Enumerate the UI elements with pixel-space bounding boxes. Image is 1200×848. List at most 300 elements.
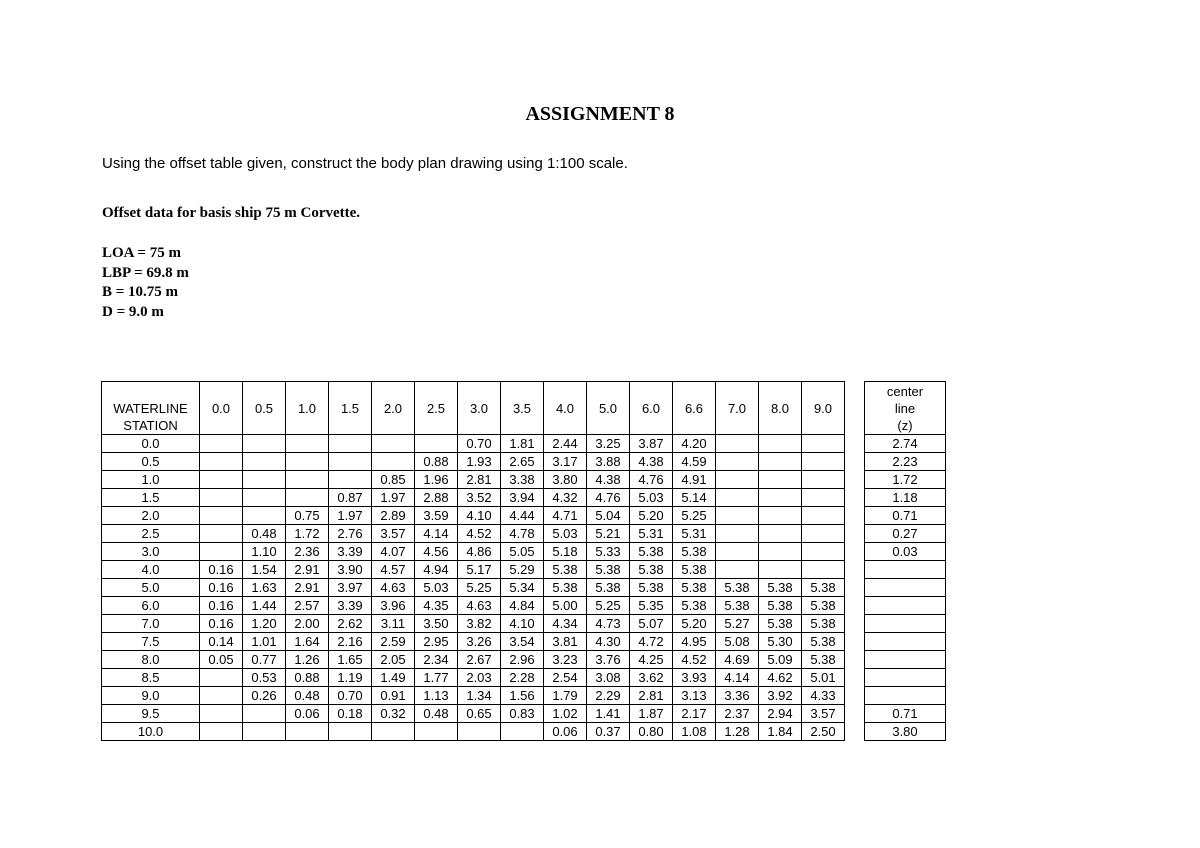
offset-cell: 0.48: [286, 687, 329, 705]
offset-cell: 5.38: [673, 597, 716, 615]
station-header: 3.5: [501, 382, 544, 435]
offset-cell: 5.38: [587, 561, 630, 579]
waterline-cell: 8.0: [102, 651, 200, 669]
waterline-cell: 1.5: [102, 489, 200, 507]
offset-cell: [802, 507, 845, 525]
offset-cell: 2.91: [286, 561, 329, 579]
offset-cell: 3.90: [329, 561, 372, 579]
offset-cell: 4.20: [673, 435, 716, 453]
offset-cell: 1.19: [329, 669, 372, 687]
offset-cell: 0.77: [243, 651, 286, 669]
offset-cell: 4.69: [716, 651, 759, 669]
table-row: [102, 525, 845, 543]
offset-cell: 3.57: [372, 525, 415, 543]
offset-cell: 1.97: [372, 489, 415, 507]
offset-cell: 1.01: [243, 633, 286, 651]
centerline-cell: 0.27: [865, 525, 946, 543]
offset-cell: 2.89: [372, 507, 415, 525]
offset-cell: [802, 489, 845, 507]
offset-cell: 4.76: [630, 471, 673, 489]
offset-cell: [759, 435, 802, 453]
offset-cell: 5.20: [673, 615, 716, 633]
offset-cell: 4.35: [415, 597, 458, 615]
centerline-cell: 0.03: [865, 543, 946, 561]
offset-cell: 2.28: [501, 669, 544, 687]
table-row: [102, 579, 845, 597]
centerline-cell: 1.18: [865, 489, 946, 507]
offset-cell: [243, 435, 286, 453]
centerline-header-line: center: [886, 383, 924, 399]
offset-cell: 1.44: [243, 597, 286, 615]
offset-cell: 4.63: [372, 579, 415, 597]
offset-cell: 1.41: [587, 705, 630, 723]
offset-cell: 0.91: [372, 687, 415, 705]
offset-cell: [200, 723, 243, 741]
offset-cell: [716, 453, 759, 471]
table-row: [102, 633, 845, 651]
offset-cell: 3.26: [458, 633, 501, 651]
offset-cell: 2.44: [544, 435, 587, 453]
centerline-row: [865, 561, 946, 579]
offset-cell: 0.65: [458, 705, 501, 723]
centerline-row: [865, 453, 946, 471]
offset-cell: 2.67: [458, 651, 501, 669]
offset-cell: 4.52: [673, 651, 716, 669]
offset-cell: 5.38: [716, 579, 759, 597]
offset-cell: 0.80: [630, 723, 673, 741]
station-header: 0.0: [200, 382, 243, 435]
offset-cell: 4.38: [630, 453, 673, 471]
offset-cell: 5.09: [759, 651, 802, 669]
offset-cell: 2.65: [501, 453, 544, 471]
offset-cell: 1.64: [286, 633, 329, 651]
offset-cell: 4.38: [587, 471, 630, 489]
offset-cell: [200, 453, 243, 471]
offset-cell: 3.13: [673, 687, 716, 705]
header-waterline-station: [102, 382, 200, 435]
station-header: 4.0: [544, 382, 587, 435]
offset-cell: 2.16: [329, 633, 372, 651]
offset-cell: 5.38: [802, 579, 845, 597]
offset-cell: 4.57: [372, 561, 415, 579]
offset-cell: 5.33: [587, 543, 630, 561]
table-row: [102, 471, 845, 489]
offset-cell: 4.34: [544, 615, 587, 633]
offset-cell: 5.38: [802, 651, 845, 669]
offset-cell: 0.75: [286, 507, 329, 525]
offset-cell: 0.53: [243, 669, 286, 687]
offset-cell: 4.59: [673, 453, 716, 471]
centerline-cell: [865, 561, 946, 579]
offset-cell: 5.00: [544, 597, 587, 615]
offset-cell: [200, 687, 243, 705]
offset-cell: 4.63: [458, 597, 501, 615]
offset-cell: [286, 471, 329, 489]
offset-cell: 1.97: [329, 507, 372, 525]
station-header: 9.0: [802, 382, 845, 435]
centerline-row: [865, 705, 946, 723]
offset-cell: 0.70: [458, 435, 501, 453]
offset-cell: 5.38: [759, 579, 802, 597]
offset-cell: 3.62: [630, 669, 673, 687]
offset-cell: 2.91: [286, 579, 329, 597]
offset-cell: [243, 453, 286, 471]
station-header: 7.0: [716, 382, 759, 435]
offset-cell: 4.33: [802, 687, 845, 705]
station-header: 0.5: [243, 382, 286, 435]
offset-cell: 1.79: [544, 687, 587, 705]
offset-cell: 5.03: [544, 525, 587, 543]
offset-cell: 1.20: [243, 615, 286, 633]
offset-cell: 5.03: [415, 579, 458, 597]
waterline-cell: 7.5: [102, 633, 200, 651]
offset-cell: 2.29: [587, 687, 630, 705]
offset-cell: 2.62: [329, 615, 372, 633]
offset-cell: [759, 453, 802, 471]
offset-cell: 3.59: [415, 507, 458, 525]
offset-cell: 1.77: [415, 669, 458, 687]
offset-cell: 5.05: [501, 543, 544, 561]
offset-cell: 5.38: [630, 579, 673, 597]
centerline-cell: 2.74: [865, 435, 946, 453]
offset-cell: 2.94: [759, 705, 802, 723]
centerline-row: [865, 525, 946, 543]
centerline-header-line: (z): [897, 417, 913, 433]
offset-cell: 5.14: [673, 489, 716, 507]
offset-cell: 4.84: [501, 597, 544, 615]
offset-data-heading: Offset data for basis ship 75 m Corvette.: [102, 205, 361, 221]
offset-cell: 5.38: [630, 543, 673, 561]
offset-cell: 3.54: [501, 633, 544, 651]
offset-cell: 3.57: [802, 705, 845, 723]
centerline-cell: [865, 597, 946, 615]
offset-cell: 5.38: [630, 561, 673, 579]
offset-cell: 3.36: [716, 687, 759, 705]
offset-cell: 4.30: [587, 633, 630, 651]
offset-cell: 2.88: [415, 489, 458, 507]
centerline-cell: 0.71: [865, 705, 946, 723]
centerline-table: [864, 381, 946, 741]
offset-cell: [200, 543, 243, 561]
offset-cell: 1.56: [501, 687, 544, 705]
waterline-cell: 9.0: [102, 687, 200, 705]
centerline-row: [865, 471, 946, 489]
offset-cell: [802, 453, 845, 471]
instruction-text: Using the offset table given, construct the body plan drawing using 1:100 scale.: [102, 155, 628, 172]
offset-cell: [243, 507, 286, 525]
offset-cell: 5.38: [544, 561, 587, 579]
centerline-cell: 3.80: [865, 723, 946, 741]
offset-cell: 3.92: [759, 687, 802, 705]
offset-cell: 5.38: [673, 561, 716, 579]
dimension-beam: B = 10.75 m: [102, 284, 179, 300]
offset-cell: [329, 453, 372, 471]
offset-cell: 0.85: [372, 471, 415, 489]
offset-cell: 3.97: [329, 579, 372, 597]
centerline-cell: [865, 687, 946, 705]
offset-cell: 4.62: [759, 669, 802, 687]
offset-cell: [372, 453, 415, 471]
offset-cell: 1.93: [458, 453, 501, 471]
offset-cell: [243, 723, 286, 741]
offset-cell: 2.81: [458, 471, 501, 489]
centerline-row: [865, 597, 946, 615]
offset-cell: 3.76: [587, 651, 630, 669]
offset-cell: 0.37: [587, 723, 630, 741]
offset-cell: [759, 489, 802, 507]
table-row: [102, 507, 845, 525]
offset-cell: 2.05: [372, 651, 415, 669]
offset-cell: 0.16: [200, 579, 243, 597]
offset-cell: 4.76: [587, 489, 630, 507]
offset-cell: 3.39: [329, 543, 372, 561]
centerline-cell: [865, 669, 946, 687]
offset-cell: 5.38: [673, 579, 716, 597]
offset-cell: 3.38: [501, 471, 544, 489]
centerline-row: [865, 435, 946, 453]
table-row: [102, 687, 845, 705]
offset-cell: [716, 543, 759, 561]
offset-cell: 5.38: [673, 543, 716, 561]
station-header: 1.0: [286, 382, 329, 435]
offset-cell: 5.29: [501, 561, 544, 579]
centerline-row: [865, 669, 946, 687]
waterline-cell: 5.0: [102, 579, 200, 597]
offset-cell: 3.50: [415, 615, 458, 633]
offset-cell: 2.03: [458, 669, 501, 687]
ship-dimensions: [102, 244, 189, 322]
offset-cell: [200, 471, 243, 489]
offset-cell: [200, 507, 243, 525]
offset-cell: 5.31: [673, 525, 716, 543]
offset-cell: 5.03: [630, 489, 673, 507]
station-header: 6.6: [673, 382, 716, 435]
offset-cell: 5.25: [673, 507, 716, 525]
offset-cell: [243, 705, 286, 723]
offset-cell: 5.38: [802, 633, 845, 651]
header-waterline-label: WATERLINE: [113, 401, 188, 416]
centerline-cell: [865, 651, 946, 669]
offset-cell: [415, 435, 458, 453]
offset-cell: 0.06: [286, 705, 329, 723]
offset-cell: [802, 471, 845, 489]
offset-cell: 4.10: [458, 507, 501, 525]
offset-cell: [802, 561, 845, 579]
offset-cell: 5.20: [630, 507, 673, 525]
offset-cell: 5.35: [630, 597, 673, 615]
offset-cell: 3.82: [458, 615, 501, 633]
offset-cell: 3.87: [630, 435, 673, 453]
offset-cell: 1.26: [286, 651, 329, 669]
offset-cell: 2.34: [415, 651, 458, 669]
offset-cell: [286, 723, 329, 741]
page-title: ASSIGNMENT 8: [525, 103, 675, 125]
offset-cell: 0.48: [243, 525, 286, 543]
offset-cell: 4.71: [544, 507, 587, 525]
offset-cell: 4.25: [630, 651, 673, 669]
centerline-row: [865, 579, 946, 597]
offset-cell: [286, 489, 329, 507]
offset-cell: 4.95: [673, 633, 716, 651]
station-header: 6.0: [630, 382, 673, 435]
header-station-label: STATION: [123, 418, 178, 433]
offset-cell: 4.10: [501, 615, 544, 633]
offset-cell: 5.31: [630, 525, 673, 543]
centerline-row: [865, 651, 946, 669]
offset-cell: [759, 507, 802, 525]
offset-cell: 1.65: [329, 651, 372, 669]
offset-cell: 5.07: [630, 615, 673, 633]
table-row: [102, 669, 845, 687]
waterline-cell: 2.5: [102, 525, 200, 543]
offset-cell: [501, 723, 544, 741]
offset-cell: 0.32: [372, 705, 415, 723]
table-header-row: [102, 382, 845, 435]
offset-cell: 2.50: [802, 723, 845, 741]
offset-cell: 4.52: [458, 525, 501, 543]
table-row: [102, 489, 845, 507]
station-header: 8.0: [759, 382, 802, 435]
table-row: [102, 705, 845, 723]
offset-cell: [716, 561, 759, 579]
offset-cell: 5.25: [587, 597, 630, 615]
offset-cell: [329, 471, 372, 489]
dimension-loa: LOA = 75 m: [102, 245, 181, 261]
offset-cell: 1.49: [372, 669, 415, 687]
centerline-header-row: [865, 382, 946, 435]
table-row: [102, 543, 845, 561]
centerline-cell: [865, 579, 946, 597]
offset-cell: [759, 525, 802, 543]
offset-cell: 3.11: [372, 615, 415, 633]
table-row: [102, 723, 845, 741]
offset-cell: 1.63: [243, 579, 286, 597]
offset-cell: 5.38: [759, 615, 802, 633]
offset-cell: [329, 435, 372, 453]
offset-cell: 2.59: [372, 633, 415, 651]
offset-cell: 2.95: [415, 633, 458, 651]
centerline-row: [865, 723, 946, 741]
offset-cell: [415, 723, 458, 741]
offset-cell: 4.78: [501, 525, 544, 543]
offset-cell: [372, 723, 415, 741]
table-row: [102, 651, 845, 669]
table-row: [102, 453, 845, 471]
offset-cell: 1.13: [415, 687, 458, 705]
waterline-cell: 2.0: [102, 507, 200, 525]
offset-cell: 5.04: [587, 507, 630, 525]
offset-cell: [200, 705, 243, 723]
offset-cell: 3.23: [544, 651, 587, 669]
offset-cell: 5.17: [458, 561, 501, 579]
offset-cell: 3.17: [544, 453, 587, 471]
offset-cell: [458, 723, 501, 741]
offset-cell: 1.72: [286, 525, 329, 543]
offset-cell: [716, 507, 759, 525]
centerline-cell: [865, 633, 946, 651]
waterline-cell: 4.0: [102, 561, 200, 579]
offset-cell: 0.87: [329, 489, 372, 507]
offset-cell: [200, 669, 243, 687]
waterline-cell: 10.0: [102, 723, 200, 741]
offset-cell: 5.38: [802, 597, 845, 615]
table-row: [102, 597, 845, 615]
offset-cell: 1.96: [415, 471, 458, 489]
offset-cell: 0.18: [329, 705, 372, 723]
offset-cell: 0.48: [415, 705, 458, 723]
offset-cell: 0.83: [501, 705, 544, 723]
centerline-cell: 1.72: [865, 471, 946, 489]
offset-cell: 5.30: [759, 633, 802, 651]
offset-cell: 1.34: [458, 687, 501, 705]
station-header: 5.0: [587, 382, 630, 435]
offset-cell: [243, 489, 286, 507]
offset-cell: 0.16: [200, 561, 243, 579]
offset-cell: [329, 723, 372, 741]
offset-cell: [716, 471, 759, 489]
offset-cell: 1.10: [243, 543, 286, 561]
centerline-cell: 2.23: [865, 453, 946, 471]
centerline-row: [865, 507, 946, 525]
offset-cell: 5.38: [802, 615, 845, 633]
offset-cell: 2.57: [286, 597, 329, 615]
centerline-row: [865, 543, 946, 561]
offset-cell: 4.32: [544, 489, 587, 507]
waterline-cell: 9.5: [102, 705, 200, 723]
offset-cell: 4.73: [587, 615, 630, 633]
centerline-row: [865, 687, 946, 705]
offset-cell: 0.26: [243, 687, 286, 705]
offset-cell: 1.81: [501, 435, 544, 453]
centerline-header-line: line: [894, 400, 916, 416]
offset-cell: 4.72: [630, 633, 673, 651]
table-row: [102, 561, 845, 579]
station-header: 3.0: [458, 382, 501, 435]
offset-cell: 0.16: [200, 615, 243, 633]
station-header: 2.0: [372, 382, 415, 435]
offset-cell: 3.39: [329, 597, 372, 615]
offset-cell: 0.88: [415, 453, 458, 471]
offset-cell: 3.96: [372, 597, 415, 615]
offset-cell: 3.25: [587, 435, 630, 453]
centerline-header: [865, 382, 946, 435]
offset-cell: [802, 435, 845, 453]
offset-cell: 4.94: [415, 561, 458, 579]
offset-cell: [802, 525, 845, 543]
offset-cell: 4.44: [501, 507, 544, 525]
centerline-row: [865, 633, 946, 651]
waterline-cell: 0.5: [102, 453, 200, 471]
offset-table: [101, 381, 845, 741]
offset-cell: 1.84: [759, 723, 802, 741]
offset-cell: [243, 471, 286, 489]
offset-cell: 0.06: [544, 723, 587, 741]
centerline-cell: 0.71: [865, 507, 946, 525]
waterline-cell: 3.0: [102, 543, 200, 561]
offset-cell: [802, 543, 845, 561]
offset-cell: 2.96: [501, 651, 544, 669]
offset-cell: 2.81: [630, 687, 673, 705]
offset-cell: 2.37: [716, 705, 759, 723]
centerline-row: [865, 489, 946, 507]
table-row: [102, 435, 845, 453]
offset-cell: 4.86: [458, 543, 501, 561]
offset-cell: 3.80: [544, 471, 587, 489]
waterline-cell: 0.0: [102, 435, 200, 453]
dimension-lbp: LBP = 69.8 m: [102, 264, 189, 281]
offset-cell: 5.38: [716, 597, 759, 615]
offset-cell: 2.00: [286, 615, 329, 633]
